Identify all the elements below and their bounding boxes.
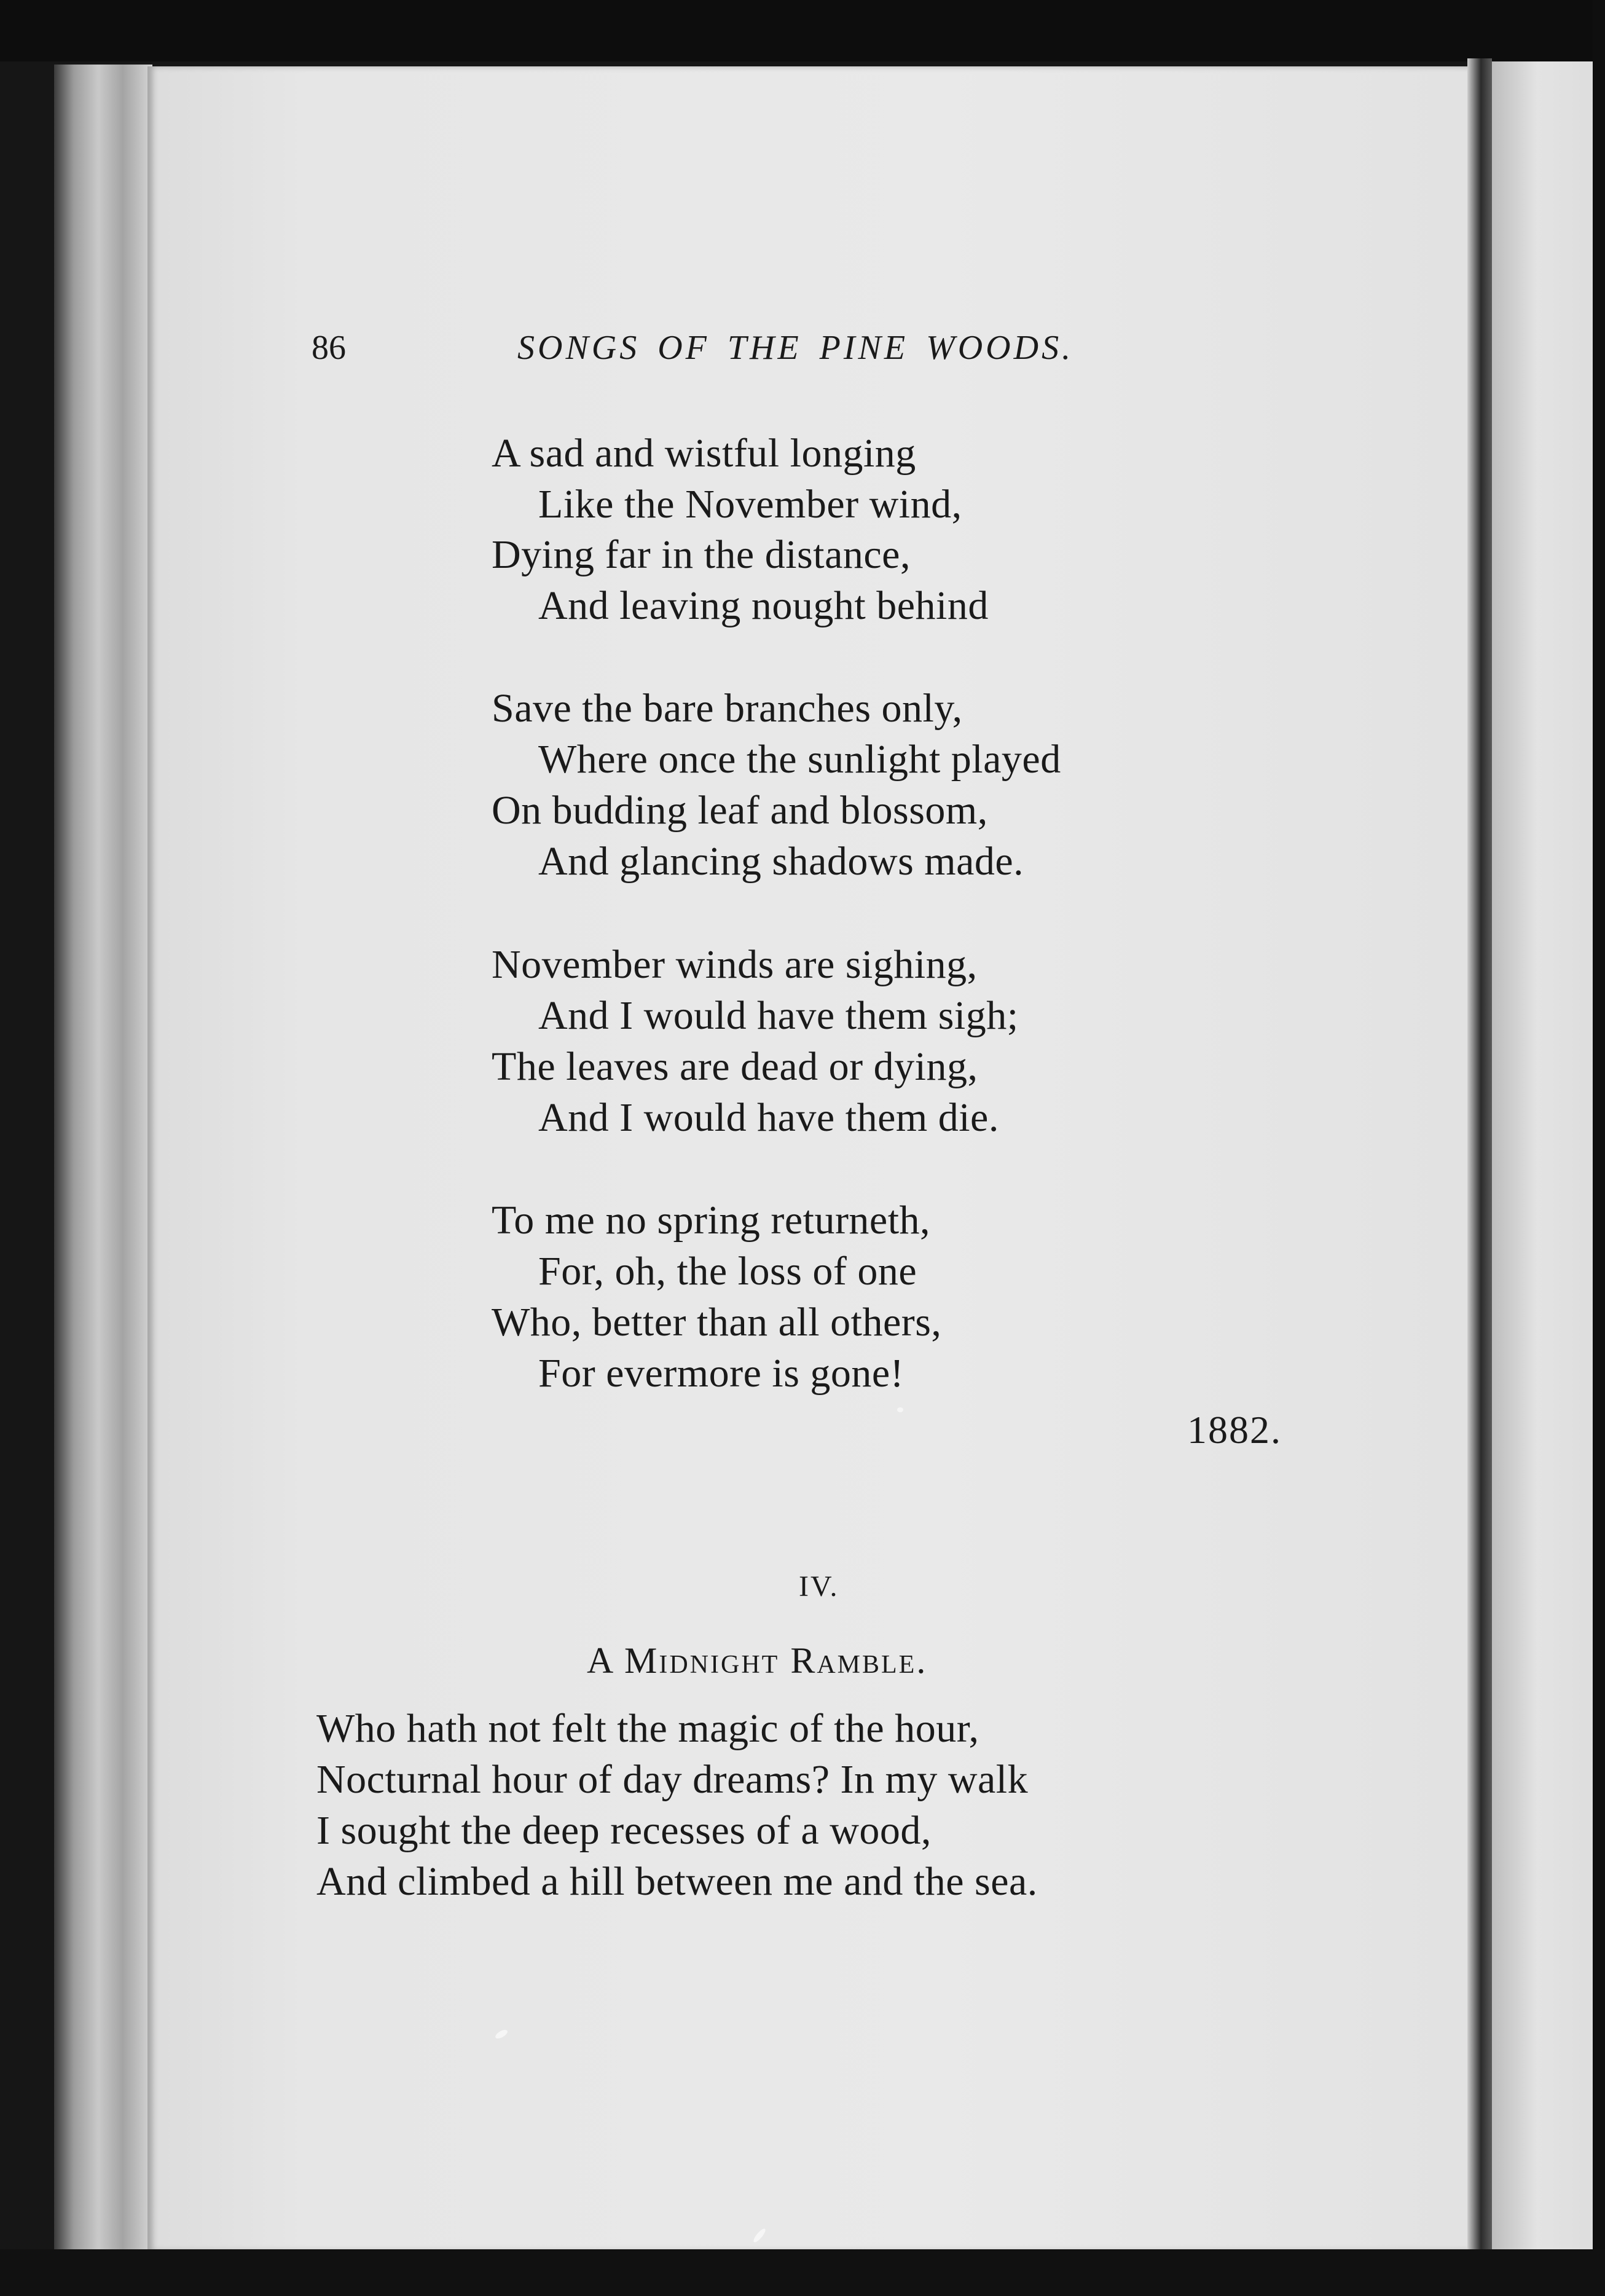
- page-edges: [54, 65, 152, 2252]
- book-gutter: [1467, 58, 1492, 2259]
- poem-line: And I would have them die.: [538, 1095, 999, 1140]
- scan-speck: [897, 1407, 903, 1412]
- poem-line: The leaves are dead or dying,: [492, 1044, 978, 1089]
- poem-line: Dying far in the distance,: [492, 532, 911, 577]
- scan-right-edge: [1593, 0, 1605, 2296]
- poem-line: And I would have them sigh;: [538, 993, 1019, 1038]
- page-number: 86: [312, 329, 346, 367]
- poem-line: On budding leaf and blossom,: [492, 788, 988, 833]
- poem-line: And leaving nought behind: [538, 583, 989, 628]
- poem-date: 1882.: [1187, 1408, 1282, 1452]
- poem-line: Nocturnal hour of day dreams? In my walk: [316, 1757, 1029, 1802]
- poem-line: For evermore is gone!: [538, 1351, 905, 1396]
- poem-line: And climbed a hill between me and the sea.: [316, 1859, 1038, 1904]
- poem-line: To me no spring returneth,: [492, 1198, 931, 1243]
- poem-line: A sad and wistful longing: [492, 431, 916, 476]
- poem-line: Like the November wind,: [538, 482, 962, 527]
- poem-line: Who hath not felt the magic of the hour,: [316, 1706, 979, 1751]
- poem-line: For, oh, the loss of one: [538, 1249, 917, 1294]
- poem-line: November winds are sighing,: [492, 942, 978, 987]
- scan-bottom-edge: [0, 2249, 1605, 2296]
- book-page: [147, 66, 1469, 2251]
- section-numeral: IV.: [799, 1570, 839, 1603]
- poem-line: Where once the sunlight played: [538, 737, 1061, 782]
- section-title: A Midnight Ramble.: [587, 1640, 928, 1681]
- poem-line: And glancing shadows made.: [538, 839, 1024, 884]
- poem-line: I sought the deep recesses of a wood,: [316, 1808, 932, 1853]
- scan-top-edge: [0, 0, 1605, 61]
- facing-page-edge: [1492, 61, 1605, 2249]
- poem-line: Who, better than all others,: [492, 1300, 942, 1345]
- poem-line: Save the bare branches only,: [492, 686, 963, 731]
- book-title: SONGS OF THE PINE WOODS.: [517, 329, 1074, 367]
